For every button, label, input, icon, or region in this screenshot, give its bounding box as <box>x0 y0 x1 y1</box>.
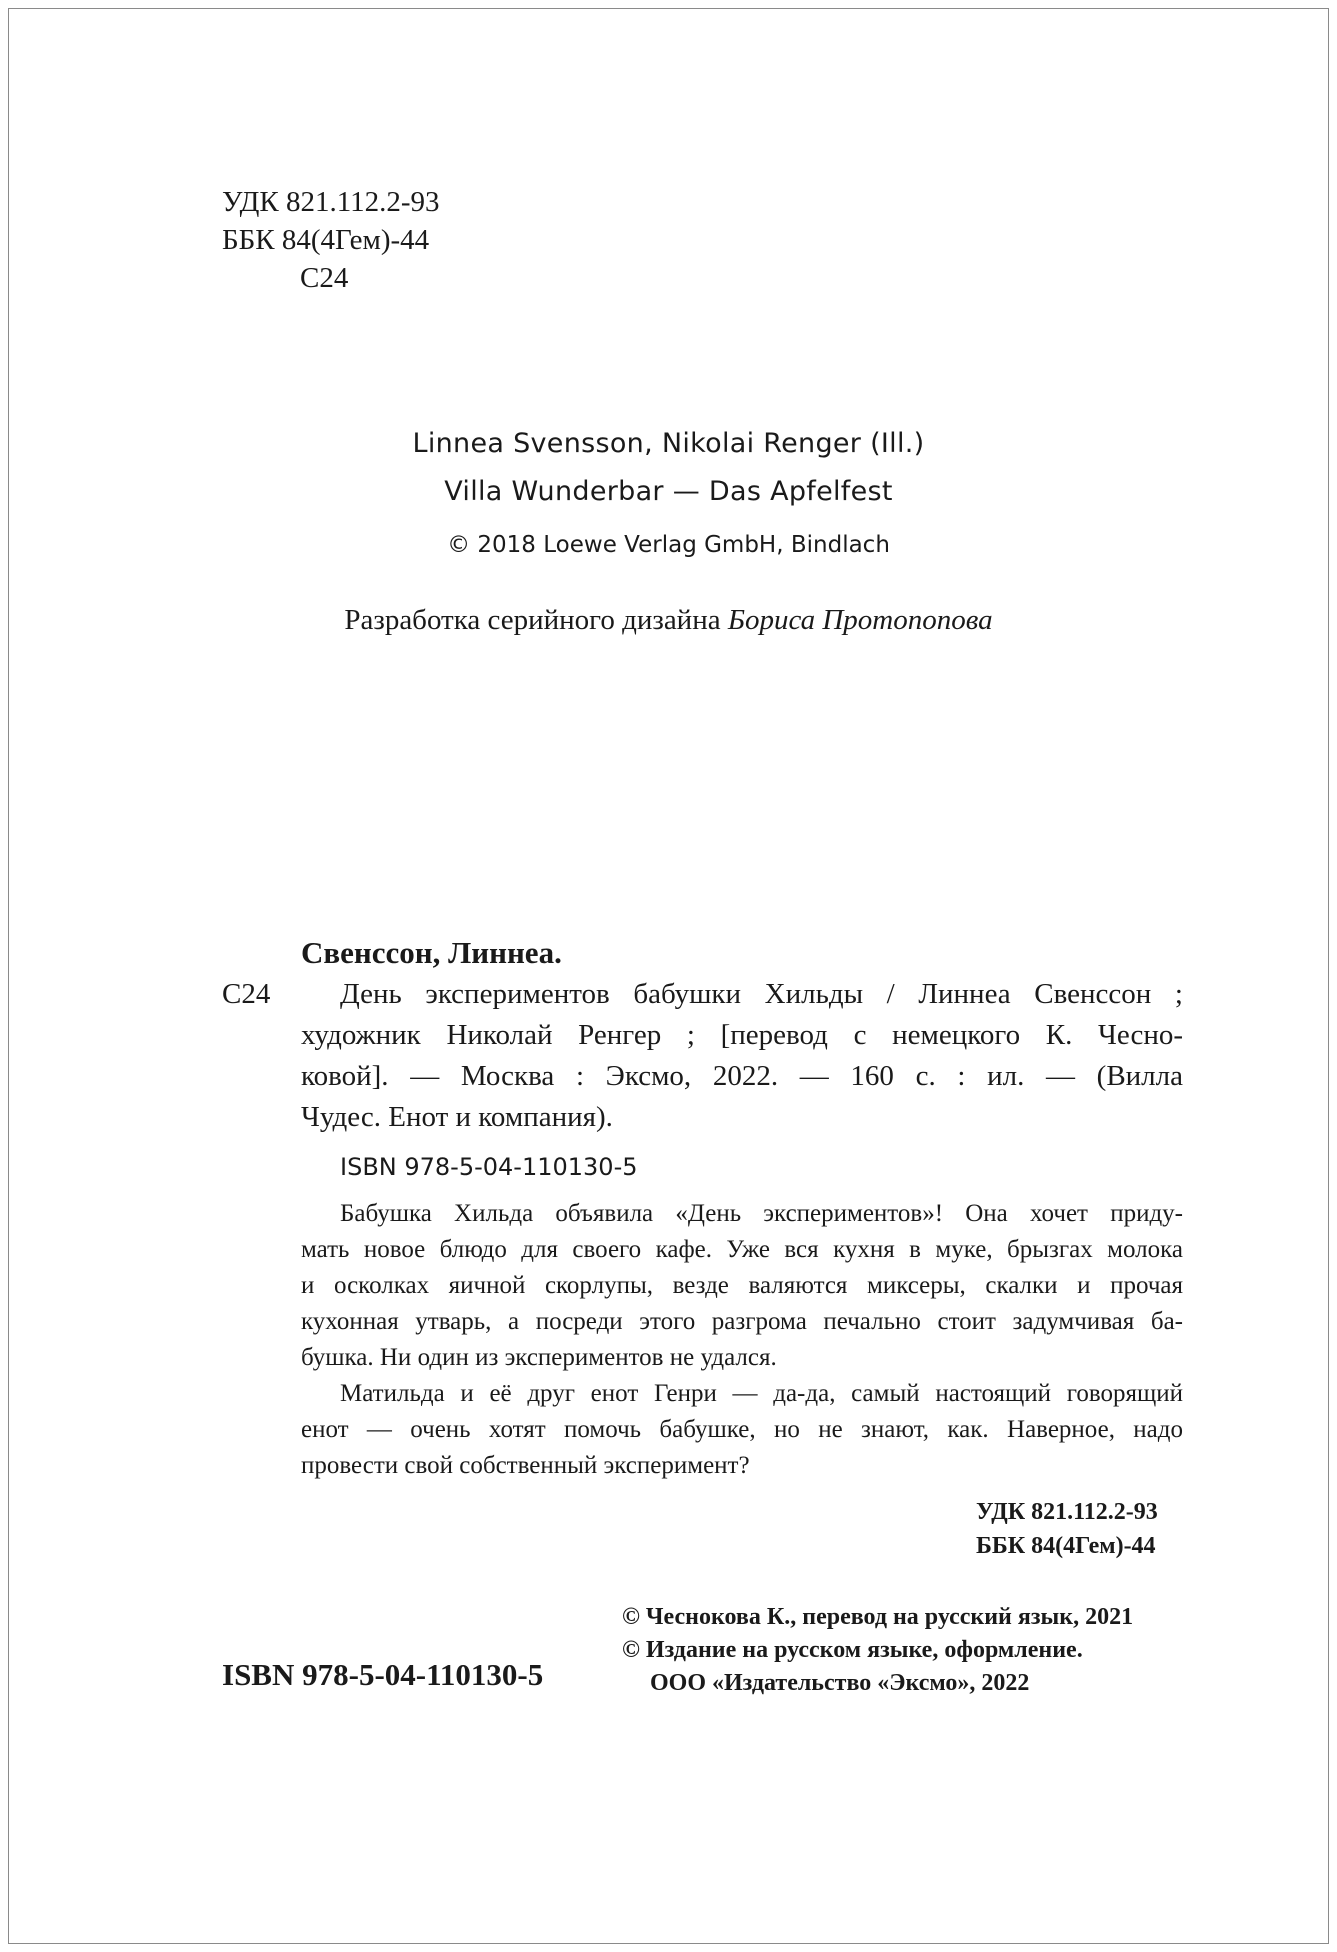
catalog-mark: С24 <box>222 978 271 1010</box>
annotation-line: мать новое блюдо для своего кафе. Уже вся кухня в муке, брызгах молока <box>301 1236 1183 1263</box>
annotation-line: Матильда и её друг енот Генри — да-да, самый настоящий говорящий <box>340 1380 1183 1407</box>
catalog-line: ковой]. — Москва : Эксмо, 2022. — 160 с. : ил. — (Вилла <box>301 1060 1183 1092</box>
bbk-code-bottom: ББК 84(4Гем)-44 <box>976 1533 1156 1559</box>
annotation-line: кухонная утварь, а посреди этого разгрома печально стоит задумчивая ба- <box>301 1308 1183 1335</box>
bbk-code-top: ББК 84(4Гем)-44 <box>222 224 430 256</box>
annotation-line: енот — очень хотят помочь бабушке, но не знают, как. Наверное, надо <box>301 1416 1183 1443</box>
copyright-edition: © Издание на русском языке, оформление. <box>622 1637 1083 1663</box>
udk-code-top: УДК 821.112.2-93 <box>222 186 440 218</box>
series-designer-name: Бориса Протопопова <box>727 604 993 636</box>
annotation-line: провести свой собственный эксперимент? <box>301 1452 750 1479</box>
copyright-translation: © Чеснокова К., перевод на русский язык, 2021 <box>622 1604 1134 1630</box>
copyright-publisher: ООО «Издательство «Эксмо», 2022 <box>650 1670 1030 1696</box>
original-authors: Linnea Svensson, Nikolai Renger (Ill.) <box>412 428 925 459</box>
original-title: Villa Wunderbar — Das Apfelfest <box>444 476 893 507</box>
udk-code-bottom: УДК 821.112.2-93 <box>976 1499 1158 1525</box>
catalog-line: День экспериментов бабушки Хильды / Линнеа Свенссон ; <box>340 978 1183 1010</box>
annotation-line: и осколках яичной скорлупы, везде валяются миксеры, скалки и прочая <box>301 1272 1183 1299</box>
catalog-author-heading: Свенссон, Линнеа. <box>301 935 562 970</box>
original-copyright: © 2018 Loewe Verlag GmbH, Bindlach <box>447 532 890 558</box>
annotation-line: Бабушка Хильда объявила «День экспериментов»! Она хочет приду- <box>340 1200 1183 1227</box>
catalog-isbn: ISBN 978-5-04-110130-5 <box>340 1153 638 1181</box>
author-mark-top: С24 <box>300 262 349 294</box>
catalog-line: Чудес. Енот и компания). <box>301 1101 613 1133</box>
series-design-text: Разработка серийного дизайна <box>344 604 721 636</box>
annotation-line: бушка. Ни один из экспериментов не удался. <box>301 1344 777 1371</box>
footer-isbn: ISBN 978-5-04-110130-5 <box>222 1657 544 1692</box>
catalog-line: художник Николай Ренгер ; [перевод с немецкого К. Чесно- <box>301 1019 1183 1051</box>
series-design-credit <box>0 604 1337 637</box>
